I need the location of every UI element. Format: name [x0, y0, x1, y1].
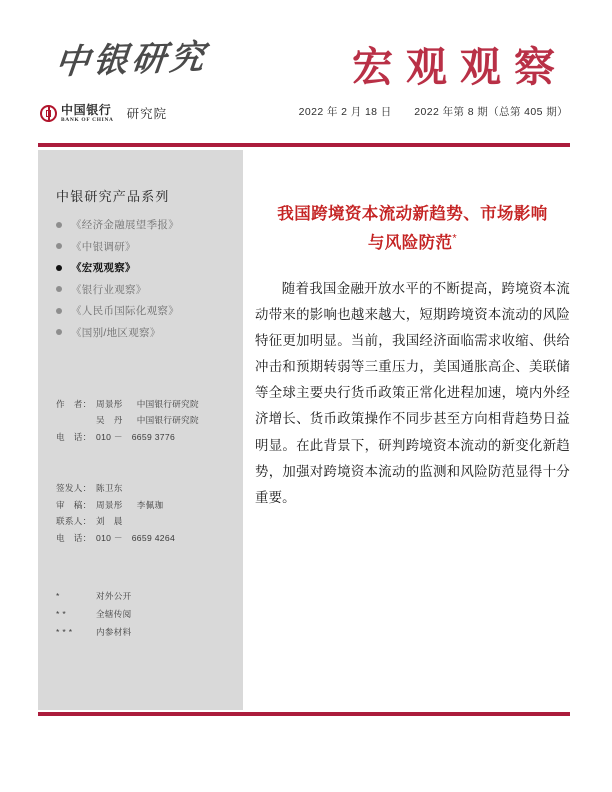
- sidebar-item-banking-observation[interactable]: [56, 282, 243, 297]
- note-row: [56, 605, 233, 623]
- contact-row: [56, 513, 233, 530]
- author-label-blank: [56, 412, 96, 429]
- publication-meta: [299, 104, 568, 119]
- note-row: [56, 587, 233, 605]
- series-heading: 中银研究产品系列: [56, 189, 170, 204]
- author-name: 周景彤: [96, 398, 123, 409]
- sidebar-item-boc-research[interactable]: [56, 239, 243, 254]
- issuer-row: [56, 480, 233, 497]
- author-label: 作 者：: [56, 398, 92, 409]
- sidebar-item-rmb-internationalization[interactable]: [56, 303, 243, 318]
- author-phone-row: [56, 429, 233, 446]
- bullet-icon: [56, 222, 62, 228]
- note-text: 全辖传阅: [96, 608, 132, 619]
- title-line-1: 我国跨境资本流动新趋势、市场影响: [277, 205, 548, 223]
- author-row-secondary: [56, 412, 233, 429]
- editorial-info-block: [56, 480, 233, 547]
- sidebar-item-label: 《宏观观察》: [71, 262, 136, 274]
- header-divider-rule: [38, 143, 570, 147]
- phone-label: 电 话：: [56, 432, 92, 442]
- bullet-icon: [56, 286, 62, 292]
- sidebar-item-economic-financial-outlook[interactable]: [56, 217, 243, 232]
- sidebar-item-label: 《中银调研》: [71, 240, 136, 253]
- sidebar-item-label: 《银行业观察》: [71, 283, 147, 296]
- editor-phone-row: [56, 530, 233, 547]
- bullet-icon: [56, 308, 62, 314]
- distribution-notes-block: [56, 587, 233, 641]
- reviewer-name-1: 周景彤: [96, 499, 123, 510]
- abstract-paragraph: 随着我国金融开放水平的不断提高，跨境资本流动带来的影响也越来越大，短期跨境资本流动的风险特征更加明显。当前，我国经济面临需求收缩、供给冲击和预期转弱等三重压力，美国通胀高企、美联储等全球主要央行货币政策正常化进程加速，境内外经济增长、货币政策操作不同步甚至方向相背趋势日益明显。在此背景下，研判跨境资本流动的新变化新趋势，加强对跨境资本流动的监测和风险防范显得十分重要。: [255, 280, 570, 505]
- bullet-icon: [56, 243, 62, 249]
- sidebar-item-label: 《经济金融展望季报》: [71, 219, 179, 231]
- bullet-icon: [56, 265, 62, 271]
- sidebar: [38, 150, 243, 710]
- title-line-2: 与风险防范: [367, 233, 453, 252]
- sidebar-item-label: 《国别/地区观察》: [71, 326, 161, 339]
- boc-name-en: BANK OF CHINA: [61, 116, 114, 123]
- contact-label: 联系人：: [56, 516, 92, 527]
- author-row-primary: [56, 396, 233, 413]
- publication-date: 2022 年 2 月 18 日: [298, 106, 392, 118]
- issuer-label: 签发人：: [56, 482, 92, 493]
- boc-name-group: [61, 104, 114, 123]
- publication-issue: 2022 年第 8 期（总第 405 期）: [414, 106, 568, 118]
- footer-divider-rule: [38, 712, 570, 716]
- phone-label: 电 话：: [56, 533, 92, 543]
- reviewer-value: [96, 497, 233, 514]
- reviewer-label: 审 稿：: [56, 499, 92, 510]
- note-mark: ***: [56, 626, 76, 637]
- sidebar-item-country-region-observation[interactable]: [56, 325, 243, 340]
- sidebar-item-macro-observation[interactable]: [56, 260, 243, 275]
- author-name: 吴 丹: [96, 415, 123, 426]
- publication-title: 宏观观察: [352, 44, 568, 90]
- note-mark: **: [56, 608, 69, 619]
- note-mark: *: [56, 590, 63, 601]
- masthead: [38, 26, 570, 138]
- page-title: [255, 200, 570, 258]
- bullet-icon: [56, 329, 62, 335]
- boc-name-cn: 中国银行: [61, 103, 112, 117]
- author-org: 中国银行研究院: [136, 415, 199, 426]
- boc-emblem-icon: [40, 105, 57, 122]
- author-org: 中国银行研究院: [136, 398, 199, 409]
- note-row: [56, 623, 233, 641]
- main-content: [255, 150, 570, 511]
- author-info-block: [56, 396, 233, 446]
- author-value-secondary: [96, 412, 233, 429]
- note-text: 内参材料: [96, 626, 132, 637]
- note-text: 对外公开: [96, 590, 132, 601]
- author-value-primary: [96, 396, 233, 413]
- phone-value: 010 － 6659 4264: [96, 533, 176, 543]
- reviewer-name-2: 李佩珈: [136, 499, 164, 510]
- issuer-value: 陈卫东: [96, 482, 123, 493]
- boc-institute-label: 研究院: [126, 107, 168, 122]
- phone-value: 010 － 6659 3776: [96, 432, 176, 442]
- reviewer-row: [56, 497, 233, 514]
- contact-value: 刘 晨: [96, 516, 123, 527]
- bank-of-china-logo: [40, 104, 167, 123]
- brand-script-logo: 中银研究: [53, 37, 211, 83]
- title-footnote-mark: *: [452, 232, 458, 245]
- sidebar-item-label: 《人民币国际化观察》: [71, 305, 179, 317]
